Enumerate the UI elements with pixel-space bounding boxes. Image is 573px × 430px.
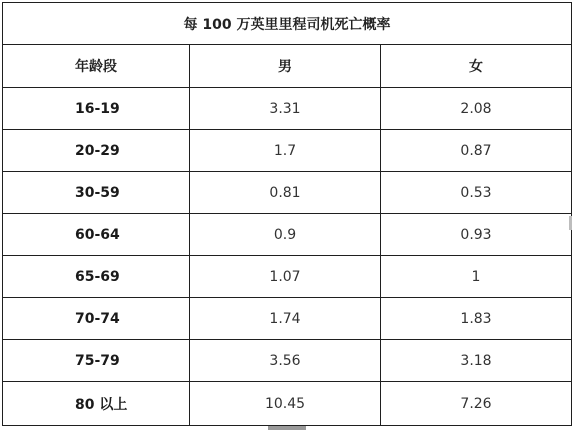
table-row xyxy=(3,214,572,256)
table-row xyxy=(3,172,572,214)
male-rate-cell: 3.31 xyxy=(190,88,381,130)
table-row xyxy=(3,382,572,426)
column-header-age: 年龄段 xyxy=(3,45,190,88)
age-group-cell: 30-59 xyxy=(3,172,190,214)
female-rate-cell: 0.87 xyxy=(381,130,572,172)
column-header-female: 女 xyxy=(381,45,572,88)
male-rate-cell: 10.45 xyxy=(190,382,381,426)
age-group-cell: 20-29 xyxy=(3,130,190,172)
table-row xyxy=(3,298,572,340)
table-row xyxy=(3,130,572,172)
column-header-male: 男 xyxy=(190,45,381,88)
side-edge-mark xyxy=(569,216,572,230)
table-row xyxy=(3,256,572,298)
female-rate-cell: 3.18 xyxy=(381,340,572,382)
age-group-cell: 60-64 xyxy=(3,214,190,256)
male-rate-cell: 3.56 xyxy=(190,340,381,382)
age-group-cell: 16-19 xyxy=(3,88,190,130)
table-row xyxy=(3,88,572,130)
table-title: 每 100 万英里里程司机死亡概率 xyxy=(3,3,572,45)
female-rate-cell: 7.26 xyxy=(381,382,572,426)
age-group-cell: 70-74 xyxy=(3,298,190,340)
death-rate-table xyxy=(2,2,572,426)
male-rate-cell: 0.9 xyxy=(190,214,381,256)
female-rate-cell: 2.08 xyxy=(381,88,572,130)
female-rate-cell: 1.83 xyxy=(381,298,572,340)
age-group-cell: 80 以上 xyxy=(3,382,190,426)
age-group-cell: 65-69 xyxy=(3,256,190,298)
female-rate-cell: 1 xyxy=(381,256,572,298)
age-group-cell: 75-79 xyxy=(3,340,190,382)
male-rate-cell: 1.07 xyxy=(190,256,381,298)
bottom-edge-mark xyxy=(268,426,306,430)
male-rate-cell: 1.74 xyxy=(190,298,381,340)
male-rate-cell: 1.7 xyxy=(190,130,381,172)
header-row xyxy=(3,45,572,88)
female-rate-cell: 0.53 xyxy=(381,172,572,214)
title-row xyxy=(3,3,572,45)
table-row xyxy=(3,340,572,382)
female-rate-cell: 0.93 xyxy=(381,214,572,256)
male-rate-cell: 0.81 xyxy=(190,172,381,214)
